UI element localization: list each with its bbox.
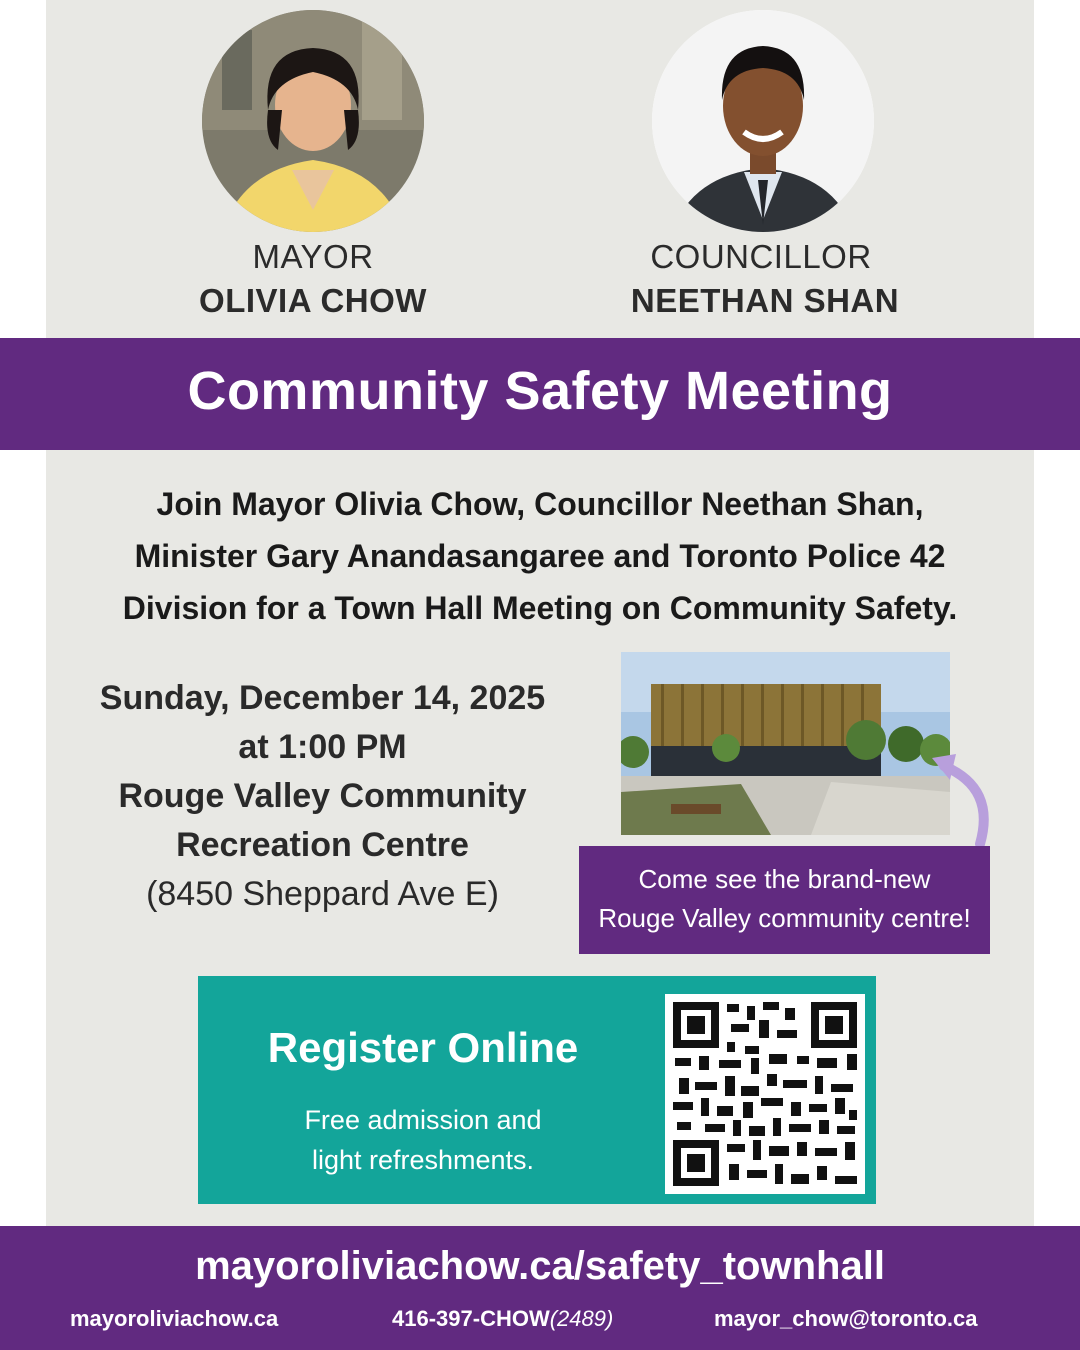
phone-letters: 416-397-CHOW <box>392 1306 550 1331</box>
event-date: Sunday, December 14, 2025 <box>99 679 546 717</box>
register-box[interactable] <box>198 976 876 1204</box>
page-title: Community Safety Meeting <box>187 361 893 421</box>
email-link[interactable]: mayor_chow@toronto.ca <box>714 1306 978 1331</box>
curved-arrow-icon <box>920 748 1000 848</box>
councillor-name: NEETHAN SHAN <box>630 282 900 319</box>
community-centre-callout <box>579 846 990 954</box>
mayor-name: OLIVIA CHOW <box>199 282 427 319</box>
councillor-portrait <box>652 10 874 232</box>
mayor-portrait <box>202 10 424 232</box>
event-time: at 1:00 PM <box>238 728 407 766</box>
event-details <box>70 674 575 919</box>
intro-line: Division for a Town Hall Meeting on Community Safety. <box>122 590 958 626</box>
callout-line: Come see the brand-new <box>638 864 931 894</box>
register-subtitle-line: light refreshments. <box>311 1145 535 1175</box>
intro-text <box>70 478 1010 634</box>
event-venue: Recreation Centre <box>176 826 469 864</box>
intro-line: Minister Gary Anandasangaree and Toronto Police 42 <box>134 538 946 574</box>
callout-line: Rouge Valley community centre! <box>598 903 971 933</box>
event-venue: Rouge Valley Community <box>118 777 527 815</box>
footer <box>0 1226 1080 1350</box>
community-centre-photo <box>621 652 950 835</box>
councillor-role: COUNCILLOR <box>650 238 872 275</box>
townhall-url[interactable]: mayoroliviachow.ca/safety_townhall <box>195 1244 885 1288</box>
website-link[interactable]: mayoroliviachow.ca <box>70 1306 279 1331</box>
event-address: (8450 Sheppard Ave E) <box>146 875 499 913</box>
mayor-role: MAYOR <box>252 238 374 275</box>
phone-number[interactable] <box>392 1306 613 1332</box>
intro-line: Join Mayor Olivia Chow, Councillor Neethan Shan, <box>156 486 924 522</box>
phone-digits: (2489) <box>549 1306 614 1331</box>
register-subtitle-line: Free admission and <box>304 1105 542 1135</box>
qr-code[interactable] <box>665 994 865 1194</box>
register-title: Register Online <box>267 1024 579 1071</box>
register-subtitle <box>228 1100 618 1180</box>
